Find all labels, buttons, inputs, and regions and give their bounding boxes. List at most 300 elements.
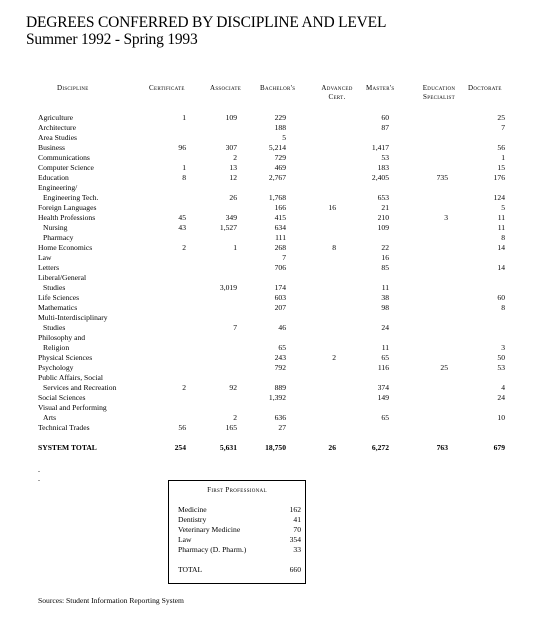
masters-cell: 109 <box>377 223 389 232</box>
education-specialist-cell <box>389 343 448 353</box>
education-specialist-cell <box>389 253 448 263</box>
discipline-label: Pharmacy <box>43 233 74 242</box>
first-professional-total-row <box>178 565 301 575</box>
advanced-cell <box>286 183 336 193</box>
table-row <box>38 363 505 373</box>
education-specialist-cell <box>389 373 448 383</box>
education-specialist-cell: 3 <box>444 213 448 222</box>
associate-cell: 165 <box>225 423 237 432</box>
advanced-cell <box>286 373 336 383</box>
total-certificate: 254 <box>174 443 186 452</box>
doctorate-cell <box>448 313 505 323</box>
masters-cell: 65 <box>381 353 389 362</box>
table-row <box>38 313 505 323</box>
first-professional-label: Veterinary Medicine <box>178 525 241 534</box>
associate-cell <box>186 373 237 383</box>
first-professional-row <box>178 505 301 515</box>
discipline-label: Communications <box>38 153 90 162</box>
masters-cell <box>336 233 389 243</box>
associate-cell: 13 <box>229 163 237 172</box>
doctorate-cell: 3 <box>501 343 505 352</box>
advanced-cell <box>286 423 336 433</box>
header-advanced-line1: Advanced <box>321 84 353 92</box>
doctorate-cell: 7 <box>501 123 505 132</box>
education-specialist-cell <box>389 423 448 433</box>
doctorate-cell <box>448 283 505 293</box>
certificate-cell <box>141 373 186 383</box>
associate-cell: 92 <box>229 383 237 392</box>
certificate-cell <box>141 263 186 273</box>
first-professional-box <box>168 480 306 584</box>
certificate-cell <box>141 323 186 333</box>
associate-cell <box>186 293 237 303</box>
masters-cell: 85 <box>381 263 389 272</box>
first-professional-table <box>178 505 301 575</box>
associate-cell <box>186 303 237 313</box>
doctorate-cell: 1 <box>501 153 505 162</box>
doctorate-cell <box>448 323 505 333</box>
discipline-label: Home Economics <box>38 243 93 252</box>
doctorate-cell: 8 <box>501 303 505 312</box>
table-row <box>38 163 505 173</box>
doctorate-cell: 11 <box>497 223 505 232</box>
bachelors-cell: 1,768 <box>268 193 286 202</box>
certificate-cell: 1 <box>182 113 186 122</box>
discipline-label: Philosophy and <box>38 333 86 342</box>
doctorate-cell: 8 <box>501 233 505 242</box>
total-advanced: 26 <box>328 443 336 452</box>
table-row <box>38 143 505 153</box>
masters-cell: 22 <box>381 243 389 252</box>
source-note: Sources: Student Information Reporting System <box>38 596 184 605</box>
discipline-label: Visual and Performing <box>38 403 107 412</box>
doctorate-cell: 56 <box>497 143 505 152</box>
discipline-label: Letters <box>38 263 60 272</box>
education-specialist-cell <box>389 313 448 323</box>
masters-cell: 210 <box>377 213 389 222</box>
bachelors-cell: 415 <box>274 213 286 222</box>
associate-cell <box>186 203 237 213</box>
masters-cell: 11 <box>381 343 389 352</box>
first-professional-row <box>178 515 301 525</box>
certificate-cell <box>141 183 186 193</box>
education-specialist-cell <box>389 123 448 133</box>
first-professional-label: Medicine <box>178 505 207 514</box>
advanced-cell <box>286 273 336 283</box>
certificate-cell: 2 <box>182 243 186 252</box>
doctorate-cell <box>448 183 505 193</box>
certificate-cell: 43 <box>178 223 186 232</box>
associate-cell: 7 <box>233 323 237 332</box>
advanced-cell: 2 <box>332 353 336 362</box>
first-professional-label: Law <box>178 535 192 544</box>
bachelors-cell: 603 <box>274 293 286 302</box>
masters-cell <box>336 373 389 383</box>
discipline-label: Liberal/General <box>38 273 87 282</box>
table-row <box>38 323 505 333</box>
education-specialist-cell <box>389 333 448 343</box>
advanced-cell <box>286 193 336 203</box>
bachelors-cell: 207 <box>274 303 286 312</box>
certificate-cell: 96 <box>178 143 186 152</box>
table-row <box>38 173 505 183</box>
certificate-cell <box>141 413 186 423</box>
bachelors-cell: 188 <box>274 123 286 132</box>
masters-cell <box>336 333 389 343</box>
first-professional-title: First Professional <box>207 486 267 494</box>
certificate-cell <box>141 303 186 313</box>
education-specialist-cell <box>389 383 448 393</box>
total-associate: 5,631 <box>219 443 237 452</box>
table-row <box>38 243 505 253</box>
associate-cell <box>186 233 237 243</box>
advanced-cell <box>286 383 336 393</box>
doctorate-cell: 14 <box>497 243 505 252</box>
masters-cell <box>336 183 389 193</box>
doctorate-cell: 25 <box>497 113 505 122</box>
advanced-cell <box>286 263 336 273</box>
table-row <box>38 203 505 213</box>
report-title <box>26 14 386 48</box>
masters-cell: 87 <box>381 123 389 132</box>
doctorate-cell: 11 <box>497 213 505 222</box>
doctorate-cell: 24 <box>497 393 505 402</box>
discipline-label: Nursing <box>43 223 68 232</box>
bachelors-cell: 792 <box>274 363 286 372</box>
education-specialist-cell <box>389 263 448 273</box>
education-specialist-cell <box>389 153 448 163</box>
doctorate-cell: 10 <box>497 413 505 422</box>
first-professional-rows <box>178 505 301 555</box>
advanced-cell <box>286 133 336 143</box>
masters-cell: 60 <box>381 113 389 122</box>
discipline-label: Services and Recreation <box>43 383 117 392</box>
table-row <box>38 403 505 413</box>
certificate-cell <box>141 363 186 373</box>
bachelors-cell: 5,214 <box>268 143 286 152</box>
certificate-cell <box>141 333 186 343</box>
bachelors-cell: 27 <box>278 423 286 432</box>
associate-cell <box>186 353 237 363</box>
advanced-cell <box>286 283 336 293</box>
associate-cell <box>186 403 237 413</box>
advanced-cell <box>286 163 336 173</box>
table-row <box>38 273 505 283</box>
discipline-label: Education <box>38 173 69 182</box>
associate-cell: 2 <box>233 413 237 422</box>
discipline-label: Multi-Interdisciplinary <box>38 313 108 322</box>
discipline-label: Engineering/ <box>38 183 78 192</box>
associate-cell <box>186 123 237 133</box>
table-row <box>38 113 505 123</box>
table-row <box>38 303 505 313</box>
doctorate-cell: 5 <box>501 203 505 212</box>
doctorate-cell <box>448 133 505 143</box>
certificate-cell <box>141 203 186 213</box>
education-specialist-cell <box>389 293 448 303</box>
bachelors-cell: 706 <box>274 263 286 272</box>
advanced-cell <box>286 413 336 423</box>
masters-cell: 65 <box>381 413 389 422</box>
certificate-cell <box>141 393 186 403</box>
associate-cell <box>186 133 237 143</box>
discipline-label: Physical Sciences <box>38 353 93 362</box>
bachelors-cell: 634 <box>274 223 286 232</box>
associate-cell <box>186 253 237 263</box>
doctorate-cell: 124 <box>493 193 505 202</box>
header-advanced-cert <box>312 84 362 102</box>
education-specialist-cell: 735 <box>436 173 448 182</box>
masters-cell <box>336 423 389 433</box>
first-professional-value: 33 <box>293 545 301 554</box>
bachelors-cell <box>237 403 286 413</box>
doctorate-cell <box>448 253 505 263</box>
table-row <box>38 383 505 393</box>
table-row <box>38 293 505 303</box>
first-professional-label: Dentistry <box>178 515 207 524</box>
advanced-cell <box>286 293 336 303</box>
table-row <box>38 393 505 403</box>
advanced-cell <box>286 363 336 373</box>
masters-cell: 11 <box>381 283 389 292</box>
certificate-cell <box>141 153 186 163</box>
certificate-cell <box>141 233 186 243</box>
header-edspec-line1: Education <box>422 84 456 92</box>
degrees-table <box>38 113 505 453</box>
education-specialist-cell <box>389 193 448 203</box>
certificate-cell <box>141 253 186 263</box>
table-row <box>38 423 505 433</box>
advanced-cell <box>286 153 336 163</box>
masters-cell: 2,405 <box>371 173 389 182</box>
table-row <box>38 193 505 203</box>
header-associate: Associate <box>210 84 242 92</box>
bachelors-cell: 174 <box>274 283 286 292</box>
certificate-cell: 2 <box>182 383 186 392</box>
associate-cell <box>186 263 237 273</box>
certificate-cell <box>141 293 186 303</box>
doctorate-cell: 4 <box>501 383 505 392</box>
total-label: SYSTEM TOTAL <box>38 443 97 452</box>
advanced-cell <box>286 143 336 153</box>
associate-cell: 3,019 <box>219 283 237 292</box>
table-row <box>38 183 505 193</box>
certificate-cell <box>141 343 186 353</box>
bachelors-cell <box>237 373 286 383</box>
education-specialist-cell <box>389 233 448 243</box>
first-professional-total-value: 660 <box>289 565 301 574</box>
doctorate-cell: 15 <box>497 163 505 172</box>
advanced-cell <box>286 233 336 243</box>
first-professional-total-label: TOTAL <box>178 565 203 574</box>
masters-cell: 374 <box>377 383 389 392</box>
total-doctorate: 679 <box>493 443 505 452</box>
discipline-label: Religion <box>43 343 70 352</box>
bachelors-cell: 166 <box>274 203 286 212</box>
associate-cell <box>186 273 237 283</box>
table-row <box>38 283 505 293</box>
advanced-cell <box>286 313 336 323</box>
table-row <box>38 373 505 383</box>
bachelors-cell: 2,767 <box>268 173 286 182</box>
header-bachelors: Bachelor's <box>260 84 296 92</box>
education-specialist-cell <box>389 303 448 313</box>
associate-cell: 2 <box>233 153 237 162</box>
education-specialist-cell <box>389 133 448 143</box>
education-specialist-cell <box>389 143 448 153</box>
discipline-label: Life Sciences <box>38 293 80 302</box>
advanced-cell <box>286 403 336 413</box>
doctorate-cell: 176 <box>493 173 505 182</box>
table-row <box>38 343 505 353</box>
doctorate-cell <box>448 403 505 413</box>
bachelors-cell: 1,392 <box>268 393 286 402</box>
certificate-cell <box>141 273 186 283</box>
bachelors-cell: 469 <box>274 163 286 172</box>
doctorate-cell: 50 <box>497 353 505 362</box>
doctorate-cell <box>448 333 505 343</box>
associate-cell: 349 <box>225 213 237 222</box>
education-specialist-cell <box>389 393 448 403</box>
masters-cell: 38 <box>381 293 389 302</box>
total-bachelors: 18,750 <box>265 443 286 452</box>
discipline-label: Business <box>38 143 66 152</box>
masters-cell: 98 <box>381 303 389 312</box>
education-specialist-cell <box>389 163 448 173</box>
advanced-cell: 8 <box>332 243 336 252</box>
bachelors-cell <box>237 183 286 193</box>
header-masters: Master's <box>366 84 395 92</box>
first-professional-row <box>178 545 301 555</box>
degrees-table-body <box>38 113 505 433</box>
total-education-specialist: 763 <box>436 443 448 452</box>
first-professional-value: 354 <box>289 535 301 544</box>
discipline-label: Engineering Tech. <box>43 193 99 202</box>
associate-cell <box>186 333 237 343</box>
discipline-label: Foreign Languages <box>38 203 97 212</box>
bachelors-cell <box>237 313 286 323</box>
certificate-cell <box>141 403 186 413</box>
associate-cell: 109 <box>225 113 237 122</box>
table-row <box>38 263 505 273</box>
education-specialist-cell <box>389 273 448 283</box>
doctorate-cell: 60 <box>497 293 505 302</box>
masters-cell: 1,417 <box>371 143 389 152</box>
bachelors-cell: 729 <box>274 153 286 162</box>
table-row <box>38 133 505 143</box>
masters-cell: 24 <box>381 323 389 332</box>
discipline-label: Psychology <box>38 363 74 372</box>
dot-marks <box>38 465 40 483</box>
doctorate-cell <box>448 373 505 383</box>
bachelors-cell: 7 <box>282 253 286 262</box>
education-specialist-cell <box>389 113 448 123</box>
education-specialist-cell <box>389 183 448 193</box>
title-line-2: Summer 1992 - Spring 1993 <box>26 31 198 48</box>
advanced-cell <box>286 253 336 263</box>
education-specialist-cell: 25 <box>440 363 448 372</box>
system-total-row <box>38 433 505 453</box>
doctorate-cell: 14 <box>497 263 505 272</box>
advanced-cell <box>286 173 336 183</box>
table-row <box>38 333 505 343</box>
first-professional-label: Pharmacy (D. Pharm.) <box>178 545 247 554</box>
table-row <box>38 223 505 233</box>
bachelors-cell: 889 <box>274 383 286 392</box>
associate-cell <box>186 363 237 373</box>
masters-cell: 16 <box>381 253 389 262</box>
first-professional-row <box>178 525 301 535</box>
advanced-cell <box>286 213 336 223</box>
advanced-cell <box>286 303 336 313</box>
discipline-label: Technical Trades <box>38 423 90 432</box>
education-specialist-cell <box>389 283 448 293</box>
masters-cell: 149 <box>377 393 389 402</box>
associate-cell <box>186 393 237 403</box>
certificate-cell <box>141 193 186 203</box>
education-specialist-cell <box>389 223 448 233</box>
masters-cell <box>336 133 389 143</box>
associate-cell: 307 <box>225 143 237 152</box>
bachelors-cell: 229 <box>274 113 286 122</box>
associate-cell: 1,527 <box>219 223 237 232</box>
discipline-label: Studies <box>43 283 66 292</box>
bachelors-cell: 268 <box>274 243 286 252</box>
associate-cell <box>186 313 237 323</box>
discipline-label: Social Sciences <box>38 393 86 402</box>
associate-cell: 26 <box>229 193 237 202</box>
masters-cell: 21 <box>381 203 389 212</box>
masters-cell: 183 <box>377 163 389 172</box>
associate-cell <box>186 183 237 193</box>
associate-cell: 1 <box>233 243 237 252</box>
total-masters: 6,272 <box>371 443 389 452</box>
certificate-cell: 45 <box>178 213 186 222</box>
header-education-specialist <box>413 84 465 102</box>
education-specialist-cell <box>389 243 448 253</box>
discipline-label: Area Studies <box>38 133 78 142</box>
masters-cell: 53 <box>381 153 389 162</box>
header-advanced-line2: Cert. <box>328 93 346 101</box>
discipline-label: Computer Science <box>38 163 94 172</box>
certificate-cell <box>141 133 186 143</box>
bachelors-cell: 65 <box>278 343 286 352</box>
bachelors-cell: 5 <box>282 133 286 142</box>
table-row <box>38 123 505 133</box>
first-professional-spacer <box>178 555 301 565</box>
education-specialist-cell <box>389 403 448 413</box>
certificate-cell <box>141 123 186 133</box>
advanced-cell <box>286 323 336 333</box>
dot-mark: . <box>38 465 40 474</box>
advanced-cell <box>286 123 336 133</box>
certificate-cell: 1 <box>182 163 186 172</box>
header-discipline: Discipline <box>57 84 89 92</box>
discipline-label: Architecture <box>38 123 76 132</box>
certificate-cell: 56 <box>178 423 186 432</box>
first-professional-row <box>178 535 301 545</box>
discipline-label: Mathematics <box>38 303 78 312</box>
table-row <box>38 153 505 163</box>
advanced-cell <box>286 113 336 123</box>
education-specialist-cell <box>389 323 448 333</box>
doctorate-cell <box>448 423 505 433</box>
advanced-cell <box>286 343 336 353</box>
table-row <box>38 233 505 243</box>
table-row <box>38 413 505 423</box>
advanced-cell: 16 <box>328 203 336 212</box>
title-line-1: DEGREES CONFERRED BY DISCIPLINE AND LEVEL <box>26 14 387 31</box>
